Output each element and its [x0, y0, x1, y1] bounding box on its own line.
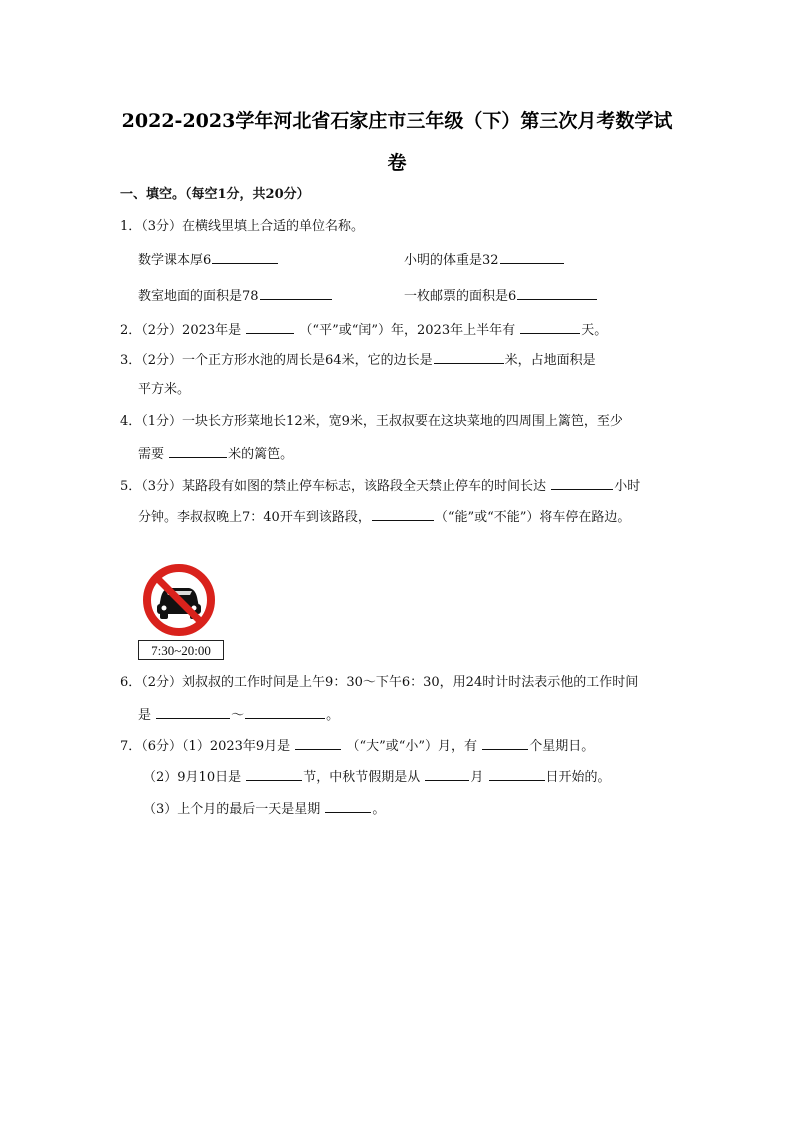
question-5-part1: 5．（3分）某路段有如图的禁止停车标志，该路段全天禁止停车的时间长达: [120, 479, 547, 494]
question-1d-text: 一枚邮票的面积是6: [404, 289, 517, 304]
answer-blank[interactable]: [325, 799, 371, 813]
question-5-part3: 分钟。李叔叔晚上7：40开车到该路段，: [138, 510, 371, 525]
question-6-part3: ～: [231, 708, 245, 723]
question-5-line2: [138, 507, 630, 527]
question-1b: [404, 250, 565, 270]
question-7-sub2-c: 月: [470, 770, 484, 785]
question-4-line1: 4．（1分）一块长方形菜地长12米，宽9米，王叔叔要在这块菜地的四周围上篱笆，至少: [120, 414, 623, 429]
question-6-line2: [138, 705, 339, 725]
question-7-sub2-a: （2）9月10日是: [143, 770, 242, 785]
question-4-part3: 米的篱笆。: [228, 447, 294, 462]
question-6-part4: 。: [326, 708, 340, 723]
question-7-sub3-a: （3）上个月的最后一天是星期: [143, 802, 321, 817]
question-1a-text: 数学课本厚6: [138, 253, 212, 268]
question-1d: [404, 286, 598, 306]
answer-blank[interactable]: [434, 350, 504, 364]
answer-blank[interactable]: [520, 320, 580, 334]
question-4-part2: 需要: [138, 447, 165, 462]
question-5-part4: （“能”或“不能”）将车停在路边。: [434, 510, 631, 525]
question-7-sub2: [143, 767, 611, 787]
question-7-sub3-b: 。: [372, 802, 386, 817]
question-7-sub2-d: 日开始的。: [545, 770, 611, 785]
question-7-line1: [120, 736, 594, 756]
question-1c-text: 教室地面的面积是78: [138, 289, 259, 304]
question-7-sub2-b: 节，中秋节假期是从: [303, 770, 421, 785]
answer-blank[interactable]: [260, 286, 332, 300]
answer-blank[interactable]: [517, 286, 597, 300]
question-6-line1: 6．（2分）刘叔叔的工作时间是上午9：30～下午6：30，用24时计时法表示他的工作时间: [120, 675, 639, 690]
question-1a: [138, 250, 279, 270]
question-7-part1: 7．（6分）（1）2023年9月是: [120, 739, 291, 754]
question-1-text: 1．（3分）在横线里填上合适的单位名称。: [120, 219, 365, 234]
answer-blank[interactable]: [425, 767, 469, 781]
answer-blank[interactable]: [372, 507, 434, 521]
section-heading: 一、填空。（每空1分，共20分）: [120, 187, 310, 202]
answer-blank[interactable]: [246, 767, 302, 781]
question-7-part2: （“大”或“小”）月，有: [346, 739, 478, 754]
question-7-part3: 个星期日。: [529, 739, 595, 754]
no-parking-sign-icon: [142, 563, 216, 637]
question-3-part1: 3．（2分）一个正方形水池的周长是64米，它的边长是: [120, 353, 433, 368]
question-5-line1: [120, 476, 640, 496]
answer-blank[interactable]: [246, 320, 294, 334]
sign-time-label: 7:30~20:00: [138, 640, 224, 660]
answer-blank[interactable]: [482, 736, 528, 750]
page-title-continued: 卷: [387, 152, 407, 174]
question-3-line1: [120, 350, 596, 370]
question-2-part2: （“平”或“闰”）年，2023年上半年有: [299, 323, 516, 338]
question-3-part3: 平方米。: [138, 382, 191, 397]
question-4-line2: [138, 444, 293, 464]
question-6-part2: 是: [138, 708, 152, 723]
question-1b-text: 小明的体重是32: [404, 253, 499, 268]
answer-blank[interactable]: [156, 705, 230, 719]
answer-blank[interactable]: [551, 476, 613, 490]
question-7-sub3: [143, 799, 385, 819]
answer-blank[interactable]: [212, 250, 278, 264]
question-2-part3: 天。: [581, 323, 608, 338]
question-2-part1: 2．（2分）2023年是: [120, 323, 242, 338]
question-5-part2: 小时: [614, 479, 641, 494]
answer-blank[interactable]: [500, 250, 564, 264]
question-2: [120, 320, 607, 340]
answer-blank[interactable]: [295, 736, 341, 750]
question-1c: [138, 286, 333, 306]
question-3-part2: 米，占地面积是: [504, 353, 596, 368]
answer-blank[interactable]: [169, 444, 227, 458]
answer-blank[interactable]: [489, 767, 545, 781]
page-title: 2022-2023学年河北省石家庄市三年级（下）第三次月考数学试: [121, 110, 673, 132]
answer-blank[interactable]: [245, 705, 325, 719]
